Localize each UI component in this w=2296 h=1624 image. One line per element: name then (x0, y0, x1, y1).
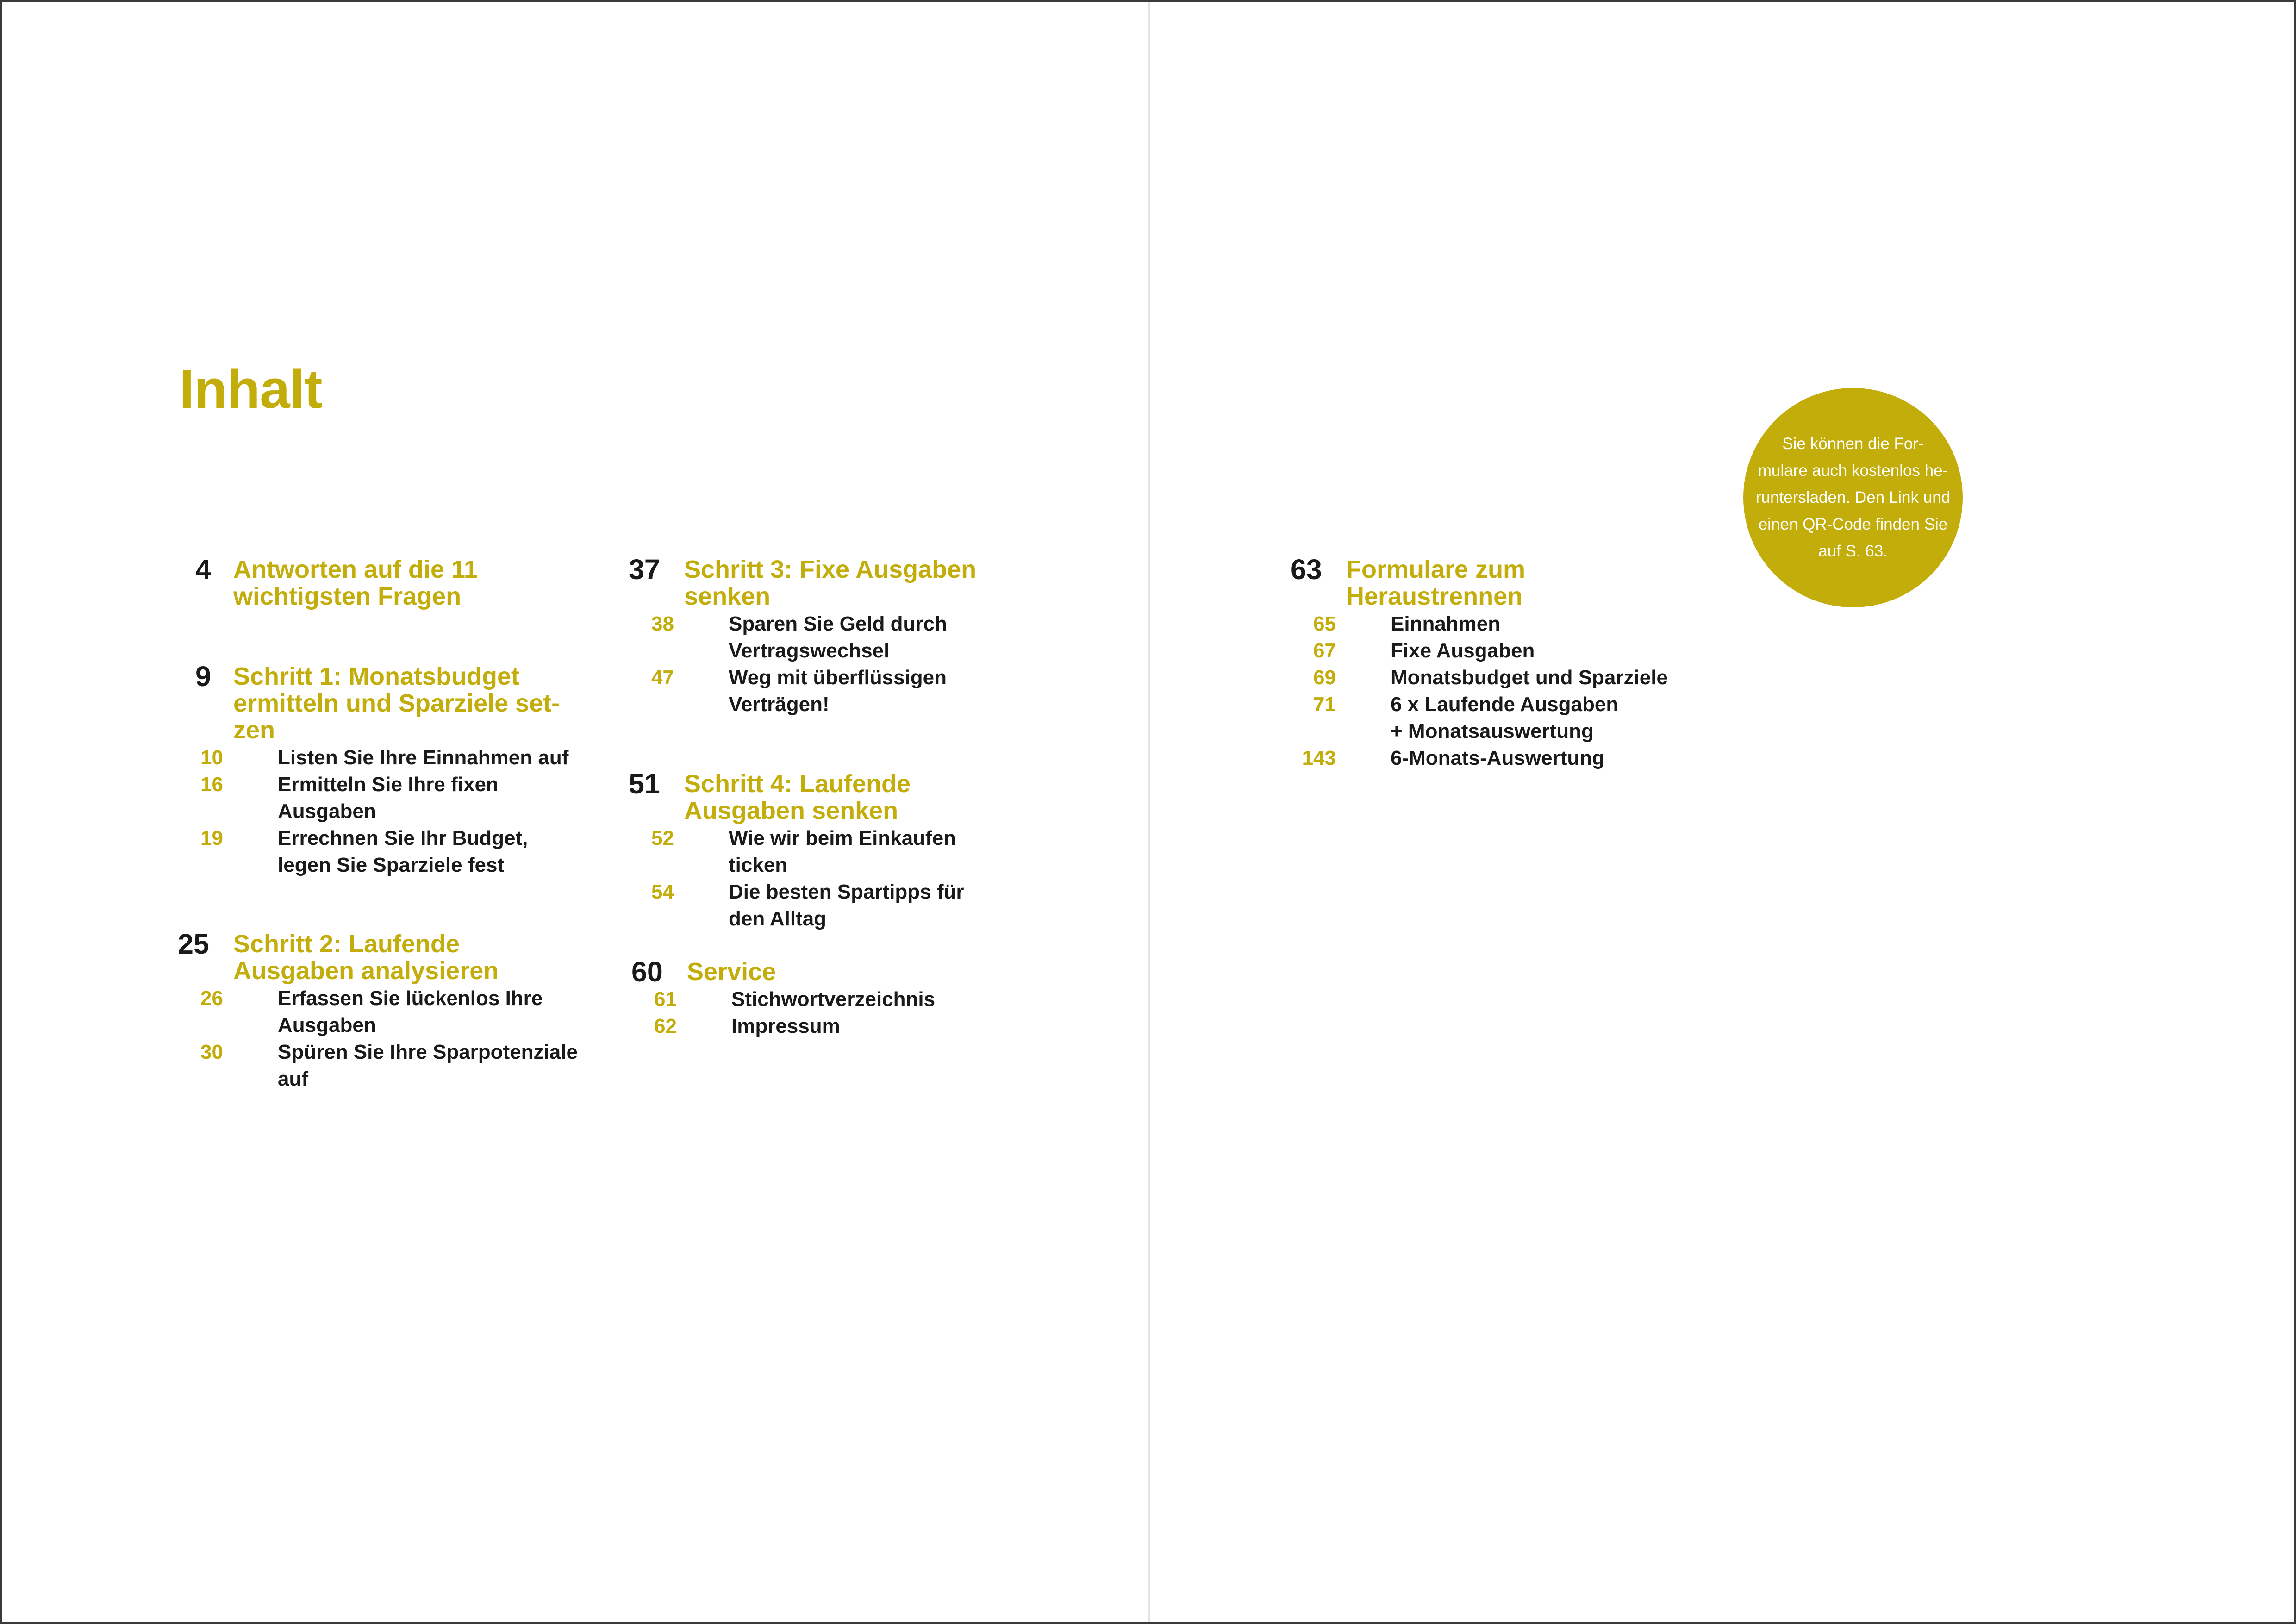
toc-entry[interactable] (178, 1039, 594, 1093)
entry-title: Erfassen Sie lückenlos Ihre Ausgaben (278, 987, 543, 1037)
toc-chapter (631, 958, 1048, 1040)
entry-page-number: 10 (200, 746, 223, 769)
chapter-page-number: 63 (1291, 554, 1322, 585)
entry-title: Weg mit überflüssigen Verträgen! (729, 666, 947, 716)
entry-page-number: 71 (1313, 693, 1336, 716)
entry-title: Fixe Ausgaben (1391, 639, 1535, 662)
toc-entry[interactable] (178, 825, 594, 879)
toc-entry[interactable] (1291, 691, 1753, 745)
entry-list (629, 825, 1045, 932)
entry-page-number: 38 (651, 612, 674, 635)
entry-page-number: 61 (654, 988, 677, 1011)
toc-entry[interactable] (178, 744, 594, 771)
entry-page-number: 52 (651, 827, 674, 849)
entry-page-number: 19 (200, 827, 223, 849)
chapter-page-number: 4 (195, 554, 211, 585)
chapter-page-number: 60 (631, 956, 663, 987)
entry-title: 6-Monats-Auswertung (1391, 747, 1604, 769)
badge-text: Sie können die For- mulare auch kostenlos he- runtersladen. Den Link und einen QR-Code finden Sie auf S. 63. (1755, 435, 1951, 560)
page-gutter (1148, 2, 1150, 1622)
toc-chapter (178, 928, 594, 1093)
chapter-title: Service (687, 958, 776, 986)
entry-page-number: 47 (651, 666, 674, 689)
entry-title: Spüren Sie Ihre Sparpotenziale auf (278, 1041, 578, 1090)
entry-title: 6 x Laufende Ausgaben + Monatsauswertung (1391, 693, 1619, 743)
entry-page-number: 67 (1313, 639, 1336, 662)
toc-entry[interactable] (1291, 745, 1753, 772)
chapter-title: Formulare zum Heraustrennen (1346, 556, 1526, 610)
toc-chapter (178, 556, 594, 610)
chapter-heading[interactable] (178, 928, 594, 985)
entry-page-number: 69 (1313, 666, 1336, 689)
entry-page-number: 26 (200, 987, 223, 1010)
entry-title: Einnahmen (1391, 612, 1501, 635)
entry-list (178, 744, 594, 879)
page-title: Inhalt (179, 359, 322, 420)
entry-title: Sparen Sie Geld durch Vertragswechsel (729, 612, 947, 662)
chapter-heading[interactable] (631, 958, 1048, 985)
entry-title: Impressum (731, 1015, 840, 1037)
toc-entry[interactable] (629, 879, 1045, 932)
entry-page-number: 143 (1302, 747, 1336, 769)
chapter-heading[interactable] (1291, 556, 1753, 610)
toc-chapter (629, 556, 1045, 718)
chapter-heading[interactable] (629, 556, 1045, 610)
toc-entry[interactable] (629, 611, 1045, 664)
chapter-title: Schritt 4: Laufende Ausgaben senken (684, 770, 911, 824)
chapter-heading[interactable] (178, 556, 594, 610)
chapter-heading[interactable] (629, 770, 1045, 824)
entry-page-number: 65 (1313, 612, 1336, 635)
toc-chapter (178, 663, 594, 879)
entry-title: Die besten Spartipps für den Alltag (729, 881, 964, 930)
chapter-page-number: 25 (178, 928, 209, 960)
toc-entry[interactable] (631, 986, 1048, 1013)
entry-list (178, 985, 594, 1093)
entry-title: Errechnen Sie Ihr Budget, legen Sie Sparziele fest (278, 827, 528, 876)
entry-page-number: 16 (200, 773, 223, 796)
entry-title: Monatsbudget und Sparziele (1391, 666, 1668, 689)
toc-entry[interactable] (629, 825, 1045, 879)
download-info-badge (1743, 388, 1963, 607)
toc-entry[interactable] (629, 664, 1045, 718)
entry-title: Listen Sie Ihre Einnahmen auf (278, 746, 569, 769)
chapter-heading[interactable] (178, 663, 594, 743)
entry-title: Stichwortverzeichnis (731, 988, 936, 1011)
toc-entry[interactable] (178, 771, 594, 825)
entry-page-number: 54 (651, 881, 674, 903)
entry-page-number: 30 (200, 1041, 223, 1063)
chapter-title: Schritt 3: Fixe Ausgaben senken (684, 556, 977, 610)
chapter-page-number: 37 (629, 554, 660, 585)
chapter-title: Schritt 1: Monatsbudget ermitteln und Sparziele set- zen (233, 662, 560, 744)
entry-page-number: 62 (654, 1015, 677, 1037)
chapter-page-number: 9 (195, 661, 211, 692)
toc-entry[interactable] (1291, 611, 1753, 637)
toc-chapter (629, 770, 1045, 932)
chapter-title: Antworten auf die 11 wichtigsten Fragen (233, 556, 478, 610)
toc-entry[interactable] (631, 1013, 1048, 1040)
toc-chapter (1291, 556, 1753, 772)
entry-list (1291, 611, 1753, 772)
entry-list (631, 986, 1048, 1040)
toc-entry[interactable] (1291, 637, 1753, 664)
chapter-title: Schritt 2: Laufende Ausgaben analysieren (233, 930, 499, 985)
toc-entry[interactable] (1291, 664, 1753, 691)
chapter-page-number: 51 (629, 768, 660, 800)
entry-list (629, 611, 1045, 718)
entry-title: Wie wir beim Einkaufen ticken (729, 827, 956, 876)
entry-title: Ermitteln Sie Ihre fixen Ausgaben (278, 773, 499, 823)
toc-entry[interactable] (178, 985, 594, 1039)
